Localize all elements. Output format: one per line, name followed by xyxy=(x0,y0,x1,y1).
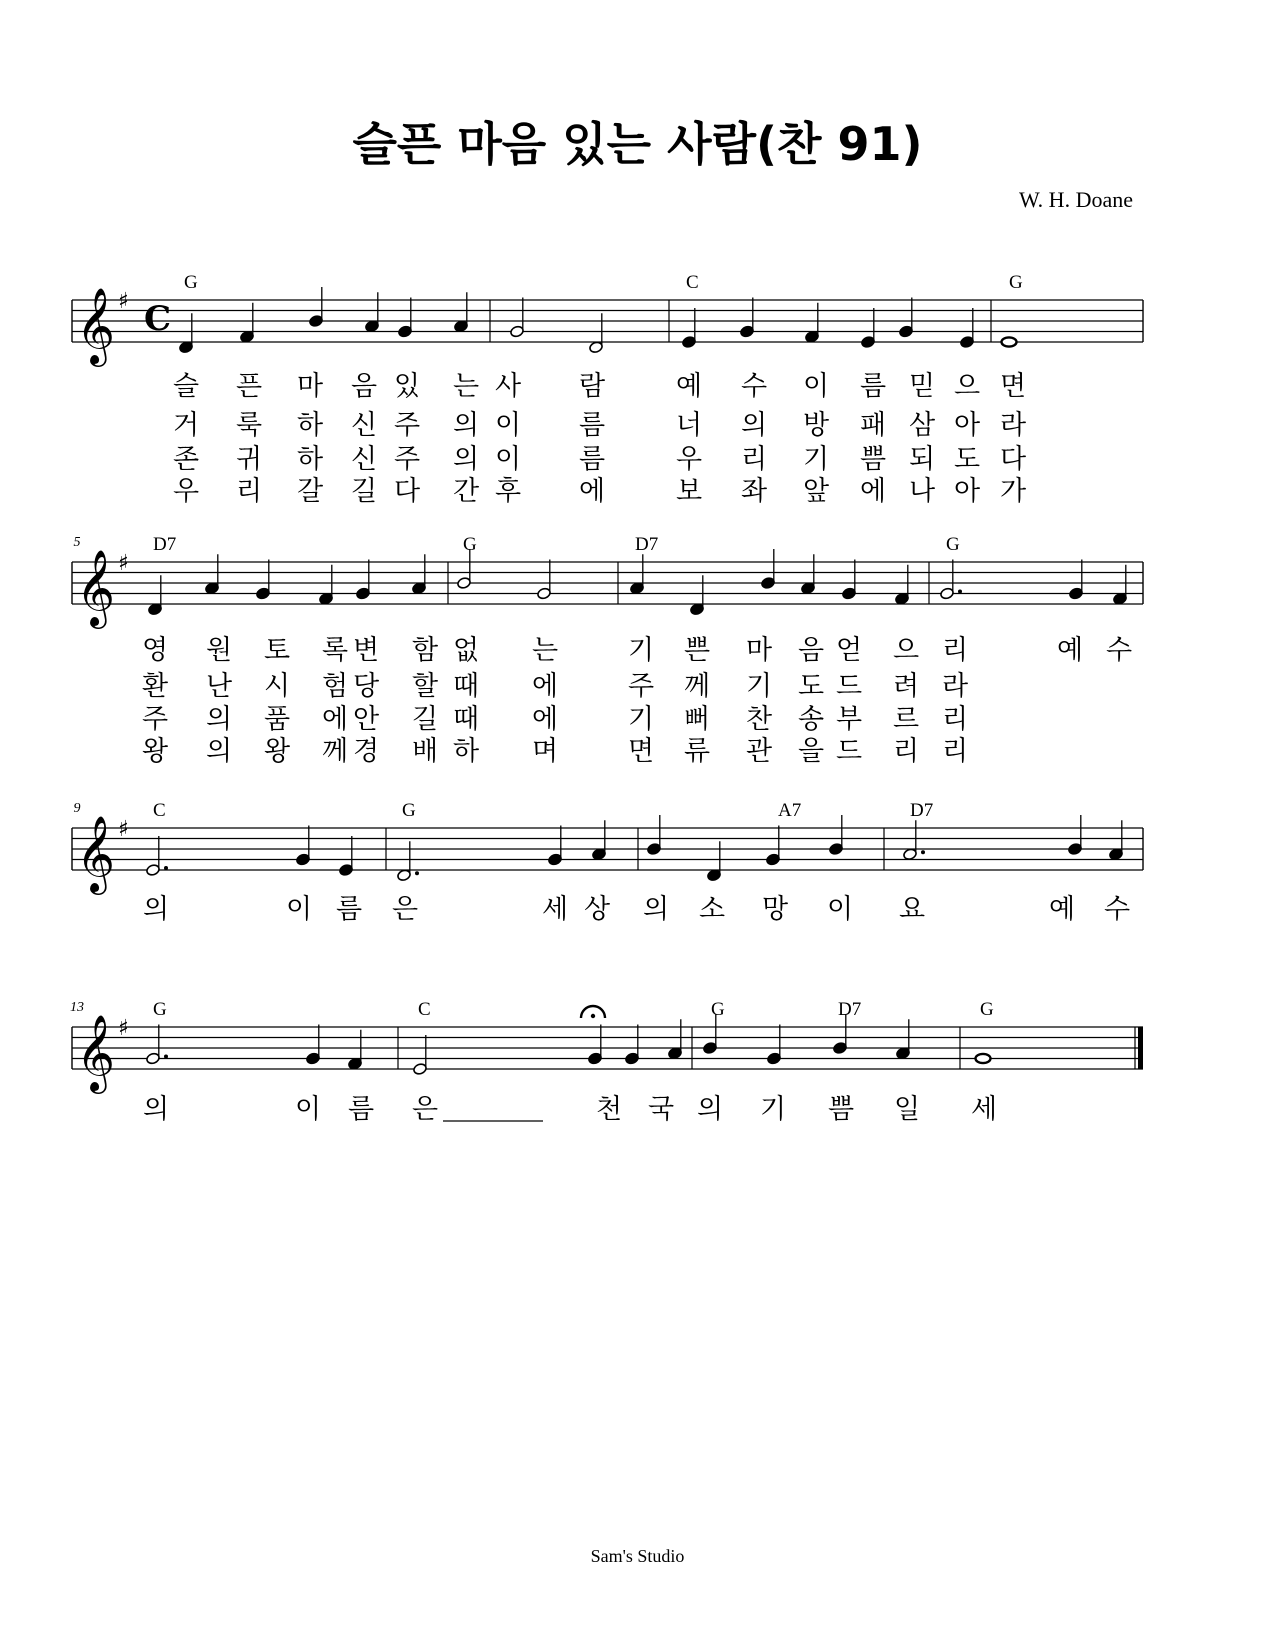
lyric-syllable: 께 xyxy=(683,671,711,702)
lyric-syllable: 원 xyxy=(205,635,233,666)
fermata-dot xyxy=(591,1014,595,1018)
lyric-syllable: 신 xyxy=(350,410,378,441)
lyric-syllable: 을 xyxy=(797,736,825,767)
lyric-syllable: 상 xyxy=(583,894,611,925)
lyric-syllable: 부 xyxy=(835,704,863,735)
lyric-syllable: 때 xyxy=(452,671,480,702)
lyric-syllable: 길 xyxy=(411,704,439,735)
lyric-syllable: 이 xyxy=(826,894,854,925)
chord-symbol: G xyxy=(402,800,416,821)
lyric-syllable: 존 xyxy=(172,444,200,475)
lyric-syllable: 되 xyxy=(908,444,936,475)
chord-symbol: G xyxy=(711,999,725,1020)
lyric-syllable: 할 xyxy=(411,671,439,702)
lyric-syllable: 망 xyxy=(761,894,789,925)
lyric-syllable: 리 xyxy=(941,635,969,666)
lyric-syllable: 수 xyxy=(740,371,768,402)
lyric-syllable: 에 xyxy=(859,476,887,507)
lyric-syllable: 거 xyxy=(172,410,200,441)
chord-symbol: D7 xyxy=(910,800,934,821)
chord-symbol: C xyxy=(686,272,699,293)
staff-system-1 xyxy=(72,287,1143,367)
lyric-syllable: 름 xyxy=(335,894,363,925)
lyric-syllable: 송 xyxy=(797,704,825,735)
lyric-syllable: 예 xyxy=(1048,894,1076,925)
lyric-syllable: 록 xyxy=(321,635,349,666)
lyric-syllable: 면 xyxy=(999,371,1027,402)
lyric-syllable: 의 xyxy=(740,410,768,441)
lyric-syllable: 세 xyxy=(541,894,569,925)
lyric-syllable: 리 xyxy=(740,444,768,475)
measure-number: 9 xyxy=(73,801,81,816)
lyric-syllable: 우 xyxy=(172,476,200,507)
lyric-syllable: 환 xyxy=(141,671,169,702)
lyric-syllable: 주 xyxy=(393,410,421,441)
chord-symbol: G xyxy=(463,534,477,555)
lyric-syllable: 쁨 xyxy=(859,444,887,475)
time-signature: C xyxy=(144,299,172,339)
lyric-syllable: 방 xyxy=(802,410,830,441)
lyric-syllable: 영 xyxy=(141,635,169,666)
lyric-syllable: 음 xyxy=(797,635,825,666)
sharp-icon: ♯ xyxy=(118,551,129,576)
lyric-syllable: 이 xyxy=(294,1094,322,1125)
lyric-syllable: 며 xyxy=(531,736,559,767)
lyric-syllable: 름 xyxy=(578,410,606,441)
augmentation-dot xyxy=(415,871,419,875)
lyric-syllable: 에 xyxy=(531,704,559,735)
lyric-syllable: 에 xyxy=(321,704,349,735)
chord-symbol: C xyxy=(153,800,166,821)
lyric-syllable: 의 xyxy=(142,1094,170,1125)
lyric-syllable: 간 xyxy=(452,476,480,507)
lyric-syllable: 안 xyxy=(352,704,380,735)
lyric-syllable: 다 xyxy=(393,476,421,507)
lyric-syllable: 드 xyxy=(835,671,863,702)
lyric-syllable: 얻 xyxy=(835,635,863,666)
page-title: 슬픈 마음 있는 사람(찬 91) xyxy=(352,117,923,171)
lyric-syllable: 쁨 xyxy=(827,1094,855,1125)
lyric-syllable: 께 xyxy=(321,736,349,767)
augmentation-dot xyxy=(958,590,962,594)
lyric-syllable: 의 xyxy=(142,894,170,925)
lyric-syllable: 의 xyxy=(452,444,480,475)
lyric-syllable: 나 xyxy=(908,476,936,507)
lyric-syllable: 토 xyxy=(263,635,291,666)
lyric-syllable: 음 xyxy=(350,371,378,402)
lyric-syllable: 기 xyxy=(627,635,655,666)
lyric-syllable: 하 xyxy=(296,410,324,441)
chord-symbol: G xyxy=(153,999,167,1020)
measure-number: 5 xyxy=(73,535,81,550)
lyric-syllable: 변 xyxy=(352,635,380,666)
lyric-syllable: 기 xyxy=(627,704,655,735)
lyric-syllable: 는 xyxy=(452,371,480,402)
lyric-syllable: 으 xyxy=(953,371,981,402)
lyric-syllable: 는 xyxy=(531,635,559,666)
augmentation-dot xyxy=(164,866,168,870)
lyric-syllable: 뻐 xyxy=(683,704,711,735)
lyric-syllable: 슬 xyxy=(172,371,200,402)
lyric-syllable: 리 xyxy=(941,736,969,767)
note-head xyxy=(976,1054,991,1063)
lyric-syllable: 요 xyxy=(898,894,926,925)
lyric-syllable: 보 xyxy=(675,476,703,507)
lyric-syllable: 수 xyxy=(1105,635,1133,666)
lyric-syllable: 에 xyxy=(531,671,559,702)
lyric-syllable: 경 xyxy=(352,736,380,767)
augmentation-dot xyxy=(164,1055,168,1059)
lyric-syllable: 우 xyxy=(675,444,703,475)
lyric-syllable: 후 xyxy=(494,476,522,507)
chord-symbol: D7 xyxy=(635,534,659,555)
lyric-syllable: 천 xyxy=(595,1094,623,1125)
lyric-syllable: 드 xyxy=(835,736,863,767)
lyric-syllable: 리 xyxy=(892,736,920,767)
lyric-syllable: 주 xyxy=(141,704,169,735)
lyric-syllable: 소 xyxy=(698,894,726,925)
lyric-syllable: 면 xyxy=(627,736,655,767)
lyric-syllable: 기 xyxy=(802,444,830,475)
lyric-syllable: 르 xyxy=(892,704,920,735)
lyric-syllable: 예 xyxy=(1056,635,1084,666)
lyric-syllable: 이 xyxy=(494,410,522,441)
augmentation-dot xyxy=(921,850,925,854)
sharp-icon: ♯ xyxy=(118,289,129,314)
chord-symbol: G xyxy=(946,534,960,555)
lyric-syllable: 은 xyxy=(411,1094,439,1125)
lyric-syllable: 아 xyxy=(953,410,981,441)
lyric-syllable: 마 xyxy=(745,635,773,666)
chord-symbol: D7 xyxy=(838,999,862,1020)
lyric-syllable: 신 xyxy=(350,444,378,475)
lyric-syllable: 수 xyxy=(1103,894,1131,925)
footer-credit: Sam's Studio xyxy=(590,1546,685,1566)
lyric-syllable: 라 xyxy=(941,671,969,702)
chord-symbol: C xyxy=(418,999,431,1020)
lyric-syllable: 귀 xyxy=(235,444,263,475)
lyric-syllable: 다 xyxy=(999,444,1027,475)
lyric-syllable: 름 xyxy=(347,1094,375,1125)
chord-symbol: D7 xyxy=(153,534,177,555)
staff-system-2 xyxy=(72,549,1143,629)
lyric-syllable: 류 xyxy=(683,736,711,767)
lyric-syllable: 주 xyxy=(393,444,421,475)
lyric-syllable: 룩 xyxy=(235,410,263,441)
note-head xyxy=(1002,337,1017,346)
lyric-syllable: 은 xyxy=(391,894,419,925)
lyric-syllable: 주 xyxy=(627,671,655,702)
staff-system-4 xyxy=(72,1014,1143,1094)
lyric-syllable: 기 xyxy=(759,1094,787,1125)
lyric-syllable: 에 xyxy=(578,476,606,507)
lyric-syllable: 의 xyxy=(205,704,233,735)
chord-symbol: A7 xyxy=(778,800,802,821)
lyric-syllable: 리 xyxy=(235,476,263,507)
lyric-syllable: 름 xyxy=(578,444,606,475)
lyric-syllable: 길 xyxy=(350,476,378,507)
lyric-syllable: 품 xyxy=(263,704,291,735)
lyric-syllable: 너 xyxy=(675,410,703,441)
lyric-syllable: 난 xyxy=(205,671,233,702)
lyric-syllable: 이 xyxy=(494,444,522,475)
lyric-syllable: 하 xyxy=(452,736,480,767)
sharp-icon: ♯ xyxy=(118,817,129,842)
lyric-syllable: 삼 xyxy=(908,410,936,441)
lyric-syllable: 의 xyxy=(205,736,233,767)
lyric-syllable: 왕 xyxy=(263,736,291,767)
lyric-syllable: 없 xyxy=(452,635,480,666)
lyric-syllable: 사 xyxy=(494,371,522,402)
chord-symbol: G xyxy=(1009,272,1023,293)
treble-clef-icon: 𝄞 xyxy=(76,287,116,364)
lyric-syllable: 갈 xyxy=(296,476,324,507)
lyric-syllable: 앞 xyxy=(802,476,830,507)
measure-number: 13 xyxy=(70,1000,84,1015)
lyric-syllable: 시 xyxy=(263,671,291,702)
chord-symbol: G xyxy=(980,999,994,1020)
lyric-syllable: 아 xyxy=(953,476,981,507)
lyric-syllable: 쁜 xyxy=(683,635,711,666)
lyric-syllable: 름 xyxy=(859,371,887,402)
final-barline xyxy=(1138,1027,1143,1069)
lyric-syllable: 마 xyxy=(296,371,324,402)
lyric-syllable: 하 xyxy=(296,444,324,475)
lyric-syllable: 으 xyxy=(892,635,920,666)
lyric-syllable: 왕 xyxy=(141,736,169,767)
lyric-syllable: 당 xyxy=(352,671,380,702)
lyric-syllable: 관 xyxy=(745,736,773,767)
lyric-syllable: 이 xyxy=(285,894,313,925)
lyric-syllable: 의 xyxy=(642,894,670,925)
lyric-syllable: 기 xyxy=(745,671,773,702)
lyric-syllable: 국 xyxy=(647,1094,675,1125)
lyric-syllable: 의 xyxy=(452,410,480,441)
lyric-syllable: 도 xyxy=(797,671,825,702)
lyric-syllable: 있 xyxy=(393,371,421,402)
lyric-syllable: 람 xyxy=(578,371,606,402)
lyric-syllable: 찬 xyxy=(745,704,773,735)
lyric-syllable: 도 xyxy=(953,444,981,475)
treble-clef-icon: 𝄞 xyxy=(76,549,116,626)
lyric-syllable: 패 xyxy=(859,410,887,441)
lyric-syllable: 좌 xyxy=(740,476,768,507)
treble-clef-icon: 𝄞 xyxy=(76,1014,116,1091)
lyric-syllable: 험 xyxy=(321,671,349,702)
staff-system-3 xyxy=(72,815,1143,895)
lyric-syllable: 가 xyxy=(999,476,1027,507)
lyric-syllable: 픈 xyxy=(235,371,263,402)
chord-symbol: G xyxy=(184,272,198,293)
sharp-icon: ♯ xyxy=(118,1016,129,1041)
composer-credit: W. H. Doane xyxy=(1018,187,1133,212)
lyric-syllable: 믿 xyxy=(908,371,936,402)
lyric-syllable: 려 xyxy=(892,671,920,702)
lyric-syllable: 예 xyxy=(675,371,703,402)
lyric-syllable: 세 xyxy=(970,1094,998,1125)
lyric-syllable: 의 xyxy=(696,1094,724,1125)
lyric-syllable: 리 xyxy=(941,704,969,735)
lyric-syllable: 배 xyxy=(411,736,439,767)
lyric-syllable: 함 xyxy=(411,635,439,666)
lyric-syllable: 때 xyxy=(452,704,480,735)
lyric-syllable: 이 xyxy=(802,371,830,402)
treble-clef-icon: 𝄞 xyxy=(76,815,116,892)
lyric-syllable: 라 xyxy=(999,410,1027,441)
lyric-syllable: 일 xyxy=(893,1094,921,1125)
